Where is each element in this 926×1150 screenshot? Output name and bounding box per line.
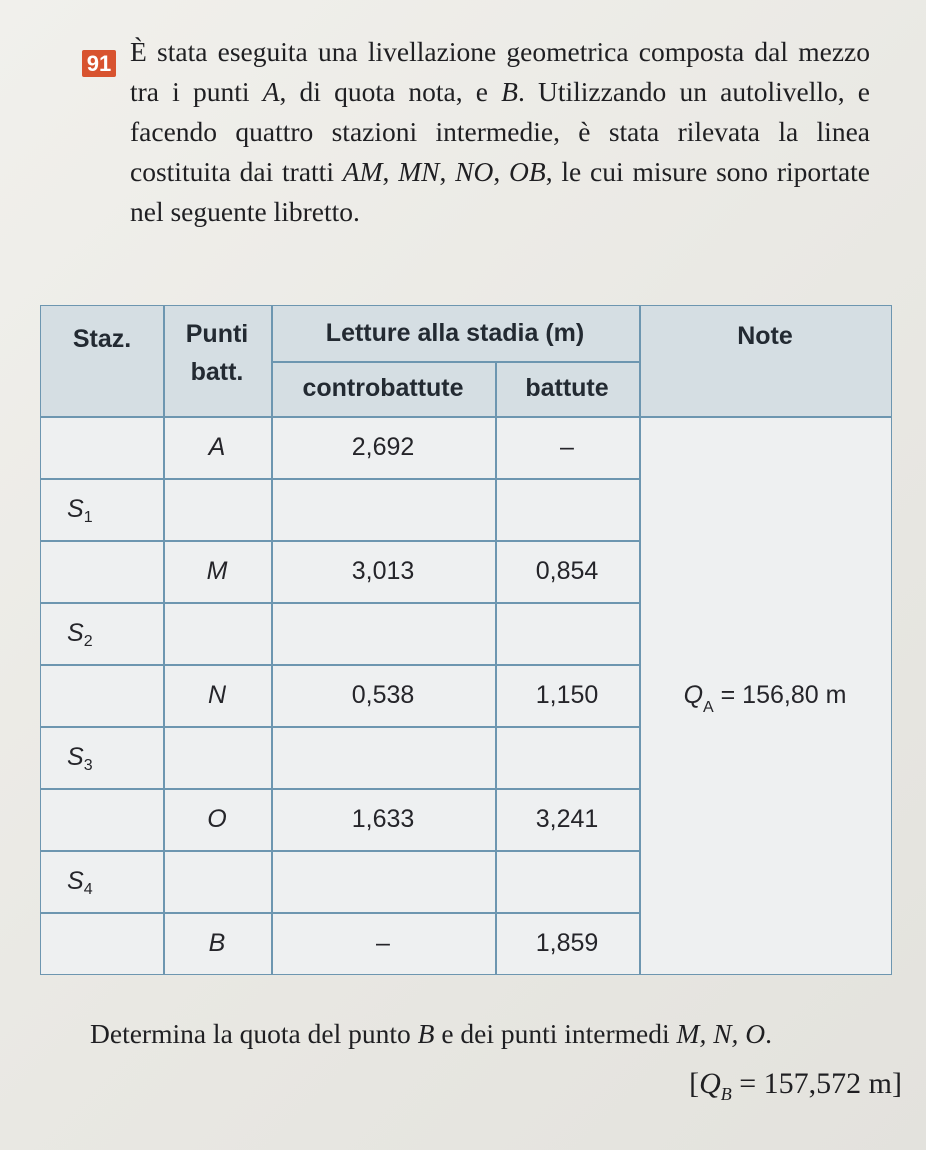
cell-punto <box>163 540 271 602</box>
question-points-mno: M, N, O <box>676 1018 766 1049</box>
station-subscript: 4 <box>83 881 93 898</box>
intro-comma-3: , <box>493 156 510 187</box>
station-symbol: S <box>67 866 84 895</box>
cell-controbattuta: 2,692 <box>351 432 415 461</box>
exercise-number-badge: 91 <box>82 50 116 77</box>
leveling-booklet-table <box>40 305 892 975</box>
cell-battuta <box>495 478 639 540</box>
answer-open-bracket: [ <box>689 1067 700 1100</box>
point-label: N <box>207 680 227 709</box>
intro-text-4: , le cui misure sono riportate nel seguente libretto. <box>130 156 871 227</box>
answer-q-symbol: Q <box>699 1067 721 1100</box>
cell-staz <box>41 416 163 478</box>
intro-segment-ob: OB <box>509 156 546 187</box>
cell-staz <box>41 912 163 974</box>
question-point-b: B <box>417 1018 435 1049</box>
cell-controbattuta: 0,538 <box>351 680 415 709</box>
station-symbol: S <box>67 494 84 523</box>
grid-line <box>495 361 497 974</box>
station-subscript: 3 <box>83 757 93 774</box>
cell-punto <box>163 416 271 478</box>
intro-text-3: . Utilizzando un autolivello, e facendo quattro stazioni intermedie, è stata rilevata la linea costituita dai tratti <box>130 76 870 187</box>
cell-punto <box>163 602 271 664</box>
intro-segment-am: AM <box>342 156 383 187</box>
question-text <box>90 1012 910 1056</box>
cell-controbattuta <box>271 726 495 788</box>
header-note: Note <box>737 321 793 350</box>
station-symbol: S <box>67 742 84 771</box>
cell-controbattuta: – <box>376 928 390 957</box>
station-subscript: 2 <box>83 633 93 650</box>
point-label: O <box>207 804 227 833</box>
cell-punto <box>163 478 271 540</box>
cell-battuta: 0,854 <box>535 556 599 585</box>
cell-controbattuta: 1,633 <box>351 804 415 833</box>
cell-staz <box>41 788 163 850</box>
intro-segment-no: NO <box>455 156 494 187</box>
cell-battuta: 1,859 <box>535 928 599 957</box>
station-symbol: S <box>67 618 84 647</box>
header-batt: batt. <box>190 357 244 386</box>
grid-line <box>41 912 639 914</box>
note-quota-a <box>639 416 891 974</box>
cell-battuta: 3,241 <box>535 804 599 833</box>
answer-result <box>689 1062 902 1109</box>
cell-battuta: – <box>560 432 574 461</box>
question-part-1: Determina la quota del punto <box>90 1018 418 1049</box>
cell-staz <box>41 540 163 602</box>
question-part-3: . <box>765 1018 773 1049</box>
cell-punto <box>163 726 271 788</box>
cell-punto <box>163 912 271 974</box>
cell-staz <box>41 726 163 788</box>
cell-staz <box>41 602 163 664</box>
header-controbattute: controbattute <box>302 374 464 402</box>
cell-controbattuta: 3,013 <box>351 556 415 585</box>
intro-comma-1: , <box>382 156 399 187</box>
cell-punto <box>163 788 271 850</box>
cell-staz <box>41 478 163 540</box>
grid-line <box>41 850 639 852</box>
cell-punto <box>163 664 271 726</box>
answer-q-subscript: B <box>720 1084 732 1104</box>
intro-comma-2: , <box>439 156 456 187</box>
question-part-2: e dei punti intermedi <box>434 1018 677 1049</box>
cell-staz <box>41 664 163 726</box>
cell-punto <box>163 850 271 912</box>
intro-text-2: , di quota nota, e <box>279 76 502 107</box>
cell-controbattuta <box>271 478 495 540</box>
cell-controbattuta <box>271 850 495 912</box>
point-label: M <box>206 556 228 585</box>
grid-line <box>41 540 639 542</box>
intro-point-a: A <box>262 76 280 107</box>
intro-point-b: B <box>501 76 518 107</box>
cell-battuta <box>495 726 639 788</box>
note-q-subscript: A <box>703 698 714 716</box>
grid-line <box>41 602 639 604</box>
grid-line <box>271 306 273 974</box>
grid-line <box>271 361 639 363</box>
cell-battuta <box>495 602 639 664</box>
header-staz: Staz. <box>72 324 132 353</box>
grid-line <box>41 416 891 418</box>
point-label: A <box>208 432 226 461</box>
station-subscript: 1 <box>83 509 93 526</box>
grid-line <box>41 788 639 790</box>
grid-line <box>639 306 641 974</box>
grid-line <box>163 306 165 974</box>
note-q-symbol: Q <box>683 680 704 709</box>
header-battute: battute <box>525 374 609 402</box>
header-punti: Punti <box>185 319 249 348</box>
header-letture: Letture alla stadia (m) <box>325 319 585 347</box>
point-label: B <box>208 928 226 957</box>
answer-close-bracket: ] <box>892 1067 902 1100</box>
note-q-value: = 156,80 m <box>720 680 847 709</box>
exercise-intro <box>130 32 870 232</box>
grid-line <box>41 478 639 480</box>
answer-value: = 157,572 m <box>731 1067 892 1100</box>
cell-battuta: 1,150 <box>535 680 599 709</box>
cell-controbattuta <box>271 602 495 664</box>
intro-text-1: È stata eseguita una livellazione geometrica composta dal mezzo tra i punti <box>130 36 870 107</box>
intro-segment-mn: MN <box>398 156 440 187</box>
grid-line <box>41 664 639 666</box>
cell-battuta <box>495 850 639 912</box>
cell-staz <box>41 850 163 912</box>
grid-line <box>41 726 639 728</box>
